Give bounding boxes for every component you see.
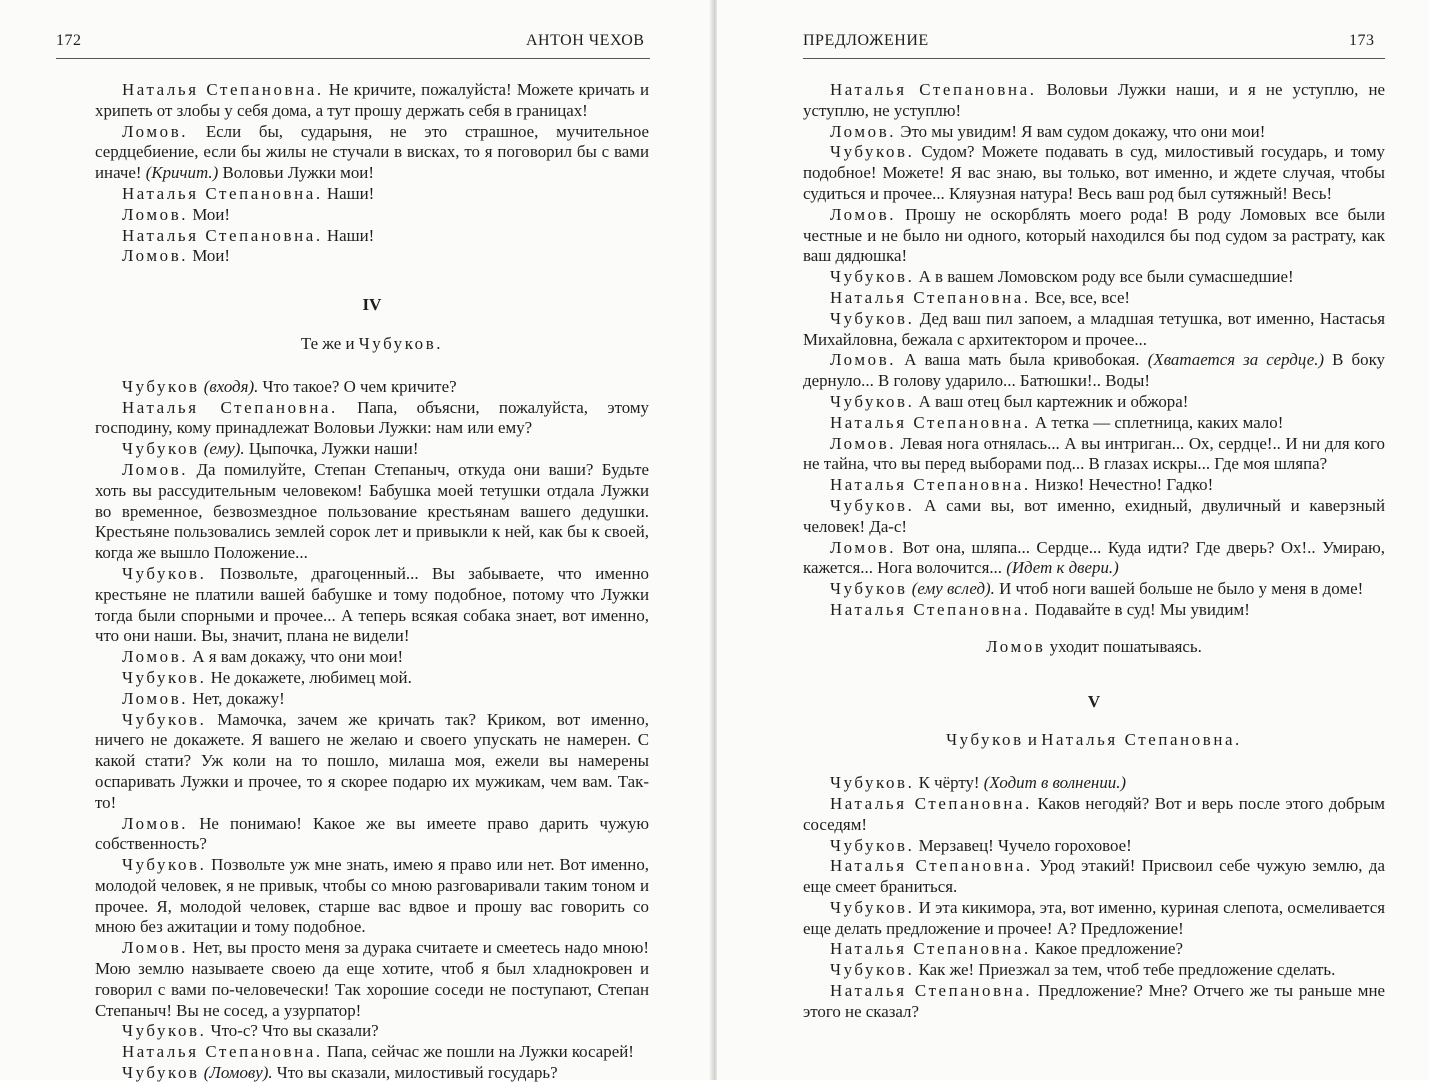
dialogue-line	[95, 855, 649, 938]
speaker-name: Чубуков	[830, 579, 908, 599]
speaker-name: Чубуков	[122, 1063, 200, 1083]
speaker-name: Чубуков.	[830, 897, 915, 917]
stage-direction: (ему).	[199, 439, 245, 459]
right-page	[717, 0, 1429, 1080]
dialogue-line	[95, 246, 649, 267]
scene-cast-name: Чубуков.	[358, 333, 444, 353]
line-text: Урод этакий! Присвоил себе чужую землю, да еще смеет браниться.	[803, 856, 1385, 897]
dialogue-block	[95, 80, 649, 267]
dialogue-block	[803, 80, 1385, 621]
dialogue-line	[95, 439, 649, 460]
line-text: Не понимаю! Какое же вы имеете право дарить чужую собственность?	[95, 813, 649, 854]
line-text: Позвольте уж мне знать, имею я право или нет. Вот именно, молодой человек, я не привык, чтобы со мною разговаривали таким тоном и прочее. Я, молодой человек, старше вас вдвое и прошу вас говорить со мною без ажитации и тому подобное.	[95, 855, 649, 937]
speaker-name: Наталья Степановна.	[122, 80, 324, 99]
line-text: И эта кикимора, эта, вот именно, куриная слепота, осмеливается еще делать предложение и прочее! А? Предложение!	[803, 897, 1385, 938]
dialogue-line	[803, 350, 1385, 392]
dialogue-block	[803, 773, 1385, 1023]
dialogue-line	[803, 960, 1385, 981]
speaker-name: Чубуков.	[122, 709, 207, 729]
scene-cast	[95, 334, 649, 355]
header-rule	[803, 58, 1385, 59]
speaker-name: Чубуков.	[830, 308, 915, 328]
dialogue-line	[95, 1021, 649, 1042]
line-text: И чтоб ноги вашей больше не было у меня в доме!	[994, 579, 1364, 599]
line-text: Воловьи Лужки наши, и я не уступлю, не уступлю, не уступлю!	[803, 80, 1385, 120]
stage-direction: (входя).	[199, 376, 259, 396]
speaker-name: Наталья Степановна.	[122, 225, 323, 245]
dialogue-line	[803, 939, 1385, 960]
speaker-name: Ломов.	[830, 433, 897, 453]
speaker-name: Наталья Степановна.	[122, 183, 323, 203]
speaker-name: Ломов.	[122, 204, 189, 224]
dialogue-line	[803, 309, 1385, 351]
dialogue-line	[803, 122, 1385, 143]
dialogue-line	[95, 814, 649, 856]
line-text: Низко! Нечестно! Гадко!	[1030, 475, 1214, 495]
line-text: Каков негодяй? Вот и верь после этого добрым соседям!	[803, 793, 1385, 834]
speaker-name: Ломов.	[122, 459, 189, 479]
speaker-name: Чубуков.	[830, 960, 915, 980]
line-text: Прошу не оскорблять моего рода! В роду Ломовых все были честные и не было ни одного, который находился бы под судом за растрату, как ваш дядюшка!	[803, 204, 1385, 266]
line-text: Все, все, все!	[1030, 287, 1131, 307]
stage-direction: (Ломову).	[199, 1063, 273, 1083]
dialogue-line	[95, 1042, 649, 1063]
line-text: Не докажете, любимец мой.	[206, 667, 412, 687]
speaker-name: Чубуков.	[830, 142, 915, 162]
line-text: Что такое? О чем кричите?	[258, 376, 457, 396]
stage-direction: (ему вслед).	[907, 579, 995, 599]
dialogue-line	[803, 496, 1385, 538]
right-text-column	[803, 80, 1385, 1023]
stage-exit	[803, 637, 1385, 658]
line-text: А ваш отец был картежник и обжора!	[914, 391, 1189, 411]
dialogue-line	[803, 205, 1385, 267]
line-text: Если бы, сударыня, не это страшное, мучительное сердцебиение, если бы жилы не стучали в висках, то я поговорил бы с вами иначе!	[95, 121, 649, 183]
speaker-name: Чубуков.	[122, 667, 207, 687]
speaker-name: Наталья Степановна.	[830, 981, 1033, 1001]
line-text: Наши!	[322, 225, 375, 245]
line-text: Цыпочка, Лужки наши!	[244, 439, 419, 459]
scene-cast-text: Те же и	[300, 333, 359, 353]
exit-name: Ломов	[986, 636, 1046, 656]
speaker-name: Ломов.	[122, 813, 189, 833]
line-text: Что вы сказали, милостивый государь?	[272, 1063, 558, 1083]
dialogue-line	[95, 377, 649, 398]
line-text: Мамочка, зачем же кричать так? Криком, вот именно, ничего не докажете. Я вашего не желаю и своего упускать не намерен. С какой стати? Уж коли на то пошло, милаша моя, ежели вы намерены оспаривать Лужки и прочее, то я скорее подарю их мужикам, чем вам. Так-то!	[95, 709, 649, 812]
line-text: Что-с? Что вы сказали?	[206, 1021, 379, 1041]
dialogue-line	[95, 668, 649, 689]
dialogue-line	[95, 122, 649, 184]
speaker-name: Чубуков.	[830, 495, 915, 515]
line-text: Мои!	[188, 246, 231, 266]
scene-number: V	[1087, 691, 1101, 711]
speaker-name: Ломов.	[830, 204, 897, 224]
speaker-name: Чубуков.	[122, 855, 207, 875]
line-text: Воловьи Лужки мои!	[218, 163, 374, 183]
dialogue-line	[803, 475, 1385, 496]
dialogue-line	[803, 413, 1385, 434]
dialogue-line	[803, 981, 1385, 1023]
page-number: 173	[1349, 32, 1375, 49]
dialogue-line	[95, 80, 649, 122]
dialogue-line	[95, 398, 649, 440]
dialogue-line	[803, 836, 1385, 857]
speaker-name: Наталья Степановна.	[830, 599, 1031, 619]
dialogue-line	[95, 564, 649, 647]
scene-cast-name: Наталья Степановна.	[1041, 730, 1242, 750]
line-text: Левая нога отнялась... А вы интриган... Ох, сердце!.. И ни для кого не тайна, что вы перед выборами под... В глазах искры... Где моя шляпа?	[803, 433, 1385, 474]
line-text: Нет, вы просто меня за дурака считаете и смеетесь надо мною! Мою землю называете своею да еще хотите, чтоб я был хладнокровен и говорил с вами по-человечески! Так хорошие соседи не поступают, Степан Степаныч! Вы не сосед, а узурпатор!	[95, 938, 649, 1020]
dialogue-line	[803, 288, 1385, 309]
speaker-name: Ломов.	[122, 938, 189, 958]
dialogue-line	[803, 773, 1385, 794]
line-text: А я вам докажу, что они мои!	[188, 647, 404, 667]
dialogue-line	[95, 689, 649, 710]
speaker-name: Наталья Степановна.	[830, 475, 1031, 495]
line-text: Папа, сейчас же пошли на Лужки косарей!	[322, 1042, 634, 1062]
dialogue-line	[95, 184, 649, 205]
line-text: Мои!	[188, 204, 231, 224]
speaker-name: Наталья Степановна.	[830, 793, 1032, 813]
speaker-name: Наталья Степановна.	[830, 412, 1031, 432]
dialogue-line	[803, 600, 1385, 621]
line-text: К чёрту!	[914, 773, 980, 793]
dialogue-line	[803, 579, 1385, 600]
dialogue-line	[803, 856, 1385, 898]
stage-direction: (Ходит в волнении.)	[979, 773, 1127, 793]
left-page	[0, 0, 712, 1083]
speaker-name: Ломов.	[122, 246, 189, 266]
speaker-name: Чубуков.	[830, 835, 915, 855]
line-text: Мерзавец! Чучело гороховое!	[914, 835, 1132, 855]
line-text: Судом? Можете подавать в суд, милостивый государь, и тому подобное! Можете! Я вас знаю, вы только, вот именно, и ждете случая, чтобы судиться и прочее... Кляузная натура! Весь ваш род был сутяжный! Весь!	[803, 142, 1385, 203]
stage-direction: (Идет к двери.)	[1002, 558, 1119, 578]
line-text: Позвольте, драгоценный... Вы забываете, что именно крестьяне не платили вашей бабушке и тому подобное, потому что Лужки тогда были спорными и прочее... А теперь всякая собака знает, вот именно, что они наши. Вы, значит, плана не видели!	[95, 563, 649, 646]
speaker-name: Ломов.	[830, 121, 897, 141]
dialogue-line	[95, 710, 649, 814]
speaker-name: Наталья Степановна.	[830, 939, 1031, 959]
speaker-name: Ломов.	[830, 537, 897, 557]
dialogue-line	[803, 434, 1385, 476]
dialogue-line	[803, 392, 1385, 413]
line-text: А тетка — сплетница, каких мало!	[1030, 412, 1284, 432]
dialogue-line	[803, 794, 1385, 836]
dialogue-line	[803, 142, 1385, 204]
line-text: В боку дернуло... В голову ударило... Батюшки!.. Воды!	[803, 350, 1385, 391]
speaker-name: Чубуков.	[830, 773, 915, 793]
speaker-name: Наталья Степановна.	[122, 397, 338, 417]
line-text: А ваша мать была кривобокая.	[896, 350, 1140, 370]
speaker-name: Чубуков.	[122, 1021, 207, 1041]
scene-cast	[803, 730, 1385, 751]
line-text: Папа, объясни, пожалуйста, этому господину, кому принадлежат Воловьи Лужки: нам или ему?	[95, 397, 649, 438]
dialogue-line	[803, 538, 1385, 580]
speaker-name: Ломов.	[122, 121, 189, 141]
running-head: АНТОН ЧЕХОВ	[526, 32, 645, 49]
dialogue-line	[95, 938, 649, 1021]
dialogue-line	[95, 647, 649, 668]
dialogue-line	[95, 1063, 649, 1084]
line-text: Наши!	[322, 183, 375, 203]
speaker-name: Чубуков	[122, 439, 200, 459]
dialogue-block	[95, 377, 649, 1084]
dialogue-line	[803, 898, 1385, 940]
line-text: Да помилуйте, Степан Степаныч, откуда они ваши? Будьте хоть вы рассудительным человеком! Бабушка моей тетушки отдала Лужки во временное, безвозмездное пользование крестьянам вашего дедушки. Крестьяне пользовались землей сорок лет и привыкли к ней, как бы к своей, когда же вышло Положение...	[95, 459, 649, 563]
line-text: Не кричите, пожалуйста! Можете кричать и хрипеть от злобы у себя дома, а тут прошу держать себя в границах!	[95, 80, 649, 120]
line-text: Дед ваш пил запоем, а младшая тетушка, вот именно, Настасья Михайловна, бежала с архитектором и прочее...	[803, 308, 1385, 349]
speaker-name: Наталья Степановна.	[830, 287, 1031, 307]
speaker-name: Ломов.	[830, 350, 897, 370]
page-number: 172	[56, 32, 82, 49]
line-text: Как же! Приезжал за тем, чтоб тебе предложение сделать.	[914, 960, 1336, 980]
line-text: Подавайте в суд! Мы увидим!	[1030, 599, 1250, 619]
speaker-name: Чубуков.	[830, 391, 915, 411]
stage-direction: (Хватается за сердце.)	[1139, 350, 1325, 370]
scene-number: IV	[362, 295, 382, 315]
running-head: ПРЕДЛОЖЕНИЕ	[803, 32, 929, 49]
stage-direction: (Кричит.)	[141, 163, 219, 183]
speaker-name: Чубуков	[122, 376, 200, 396]
speaker-name: Наталья Степановна.	[830, 856, 1033, 876]
line-text: Какое предложение?	[1030, 939, 1184, 959]
line-text: Предложение? Мне? Отчего же ты раньше мне этого не сказал?	[803, 981, 1385, 1021]
dialogue-line	[95, 226, 649, 247]
scene-cast-text: и	[1023, 730, 1042, 750]
speaker-name: Чубуков.	[830, 267, 915, 287]
dialogue-line	[803, 267, 1385, 288]
header-rule	[56, 58, 650, 59]
dialogue-line	[95, 205, 649, 226]
dialogue-line	[95, 460, 649, 564]
line-text: А в вашем Ломовском роду все были сумасшедшие!	[914, 267, 1294, 287]
line-text: Нет, докажу!	[188, 688, 285, 708]
scene-cast-name: Чубуков	[946, 730, 1024, 750]
line-text: А сами вы, вот именно, ехидный, двуличный и каверзный человек! Да-с!	[803, 495, 1385, 536]
line-text: Это мы увидим! Я вам судом докажу, что они мои!	[896, 121, 1266, 141]
left-text-column	[95, 80, 649, 1084]
speaker-name: Ломов.	[122, 688, 189, 708]
exit-text: уходит пошатываясь.	[1045, 636, 1202, 656]
speaker-name: Наталья Степановна.	[830, 80, 1037, 99]
speaker-name: Ломов.	[122, 647, 189, 667]
line-text: Вот она, шляпа... Сердце... Куда идти? Где дверь? Ох!.. Умираю, кажется... Нога волочится...	[803, 537, 1385, 578]
speaker-name: Чубуков.	[122, 563, 207, 583]
dialogue-line	[803, 80, 1385, 122]
speaker-name: Наталья Степановна.	[122, 1042, 323, 1062]
